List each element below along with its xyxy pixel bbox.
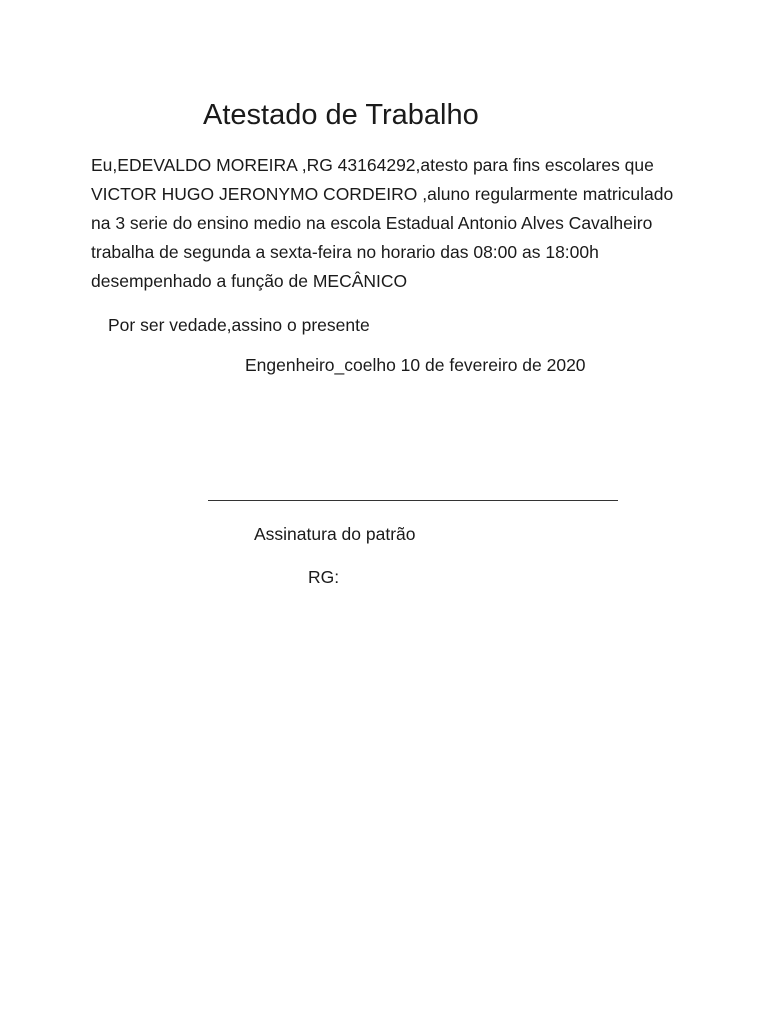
body-line: trabalha de segunda a sexta-feira no horario das 08:00 as 18:00h <box>91 242 599 262</box>
body-line: na 3 serie do ensino medio na escola Estadual Antonio Alves Cavalheiro <box>91 213 653 233</box>
signature-label: Assinatura do patrão <box>254 524 416 544</box>
rg-label: RG: <box>308 567 340 587</box>
body-line: Eu,EDEVALDO MOREIRA ,RG 43164292,atesto para fins escolares que <box>91 155 654 175</box>
document-title: Atestado de Trabalho <box>203 99 479 131</box>
body-paragraph <box>91 151 691 296</box>
body-line: desempenhado a função de MECÂNICO <box>91 271 408 291</box>
body-line: VICTOR HUGO JERONYMO CORDEIRO ,aluno regularmente matriculado <box>91 184 674 204</box>
closing-statement: Por ser vedade,assino o presente <box>108 315 370 335</box>
place-and-date: Engenheiro_coelho 10 de fevereiro de 2020 <box>245 355 586 375</box>
signature-line <box>208 500 618 501</box>
